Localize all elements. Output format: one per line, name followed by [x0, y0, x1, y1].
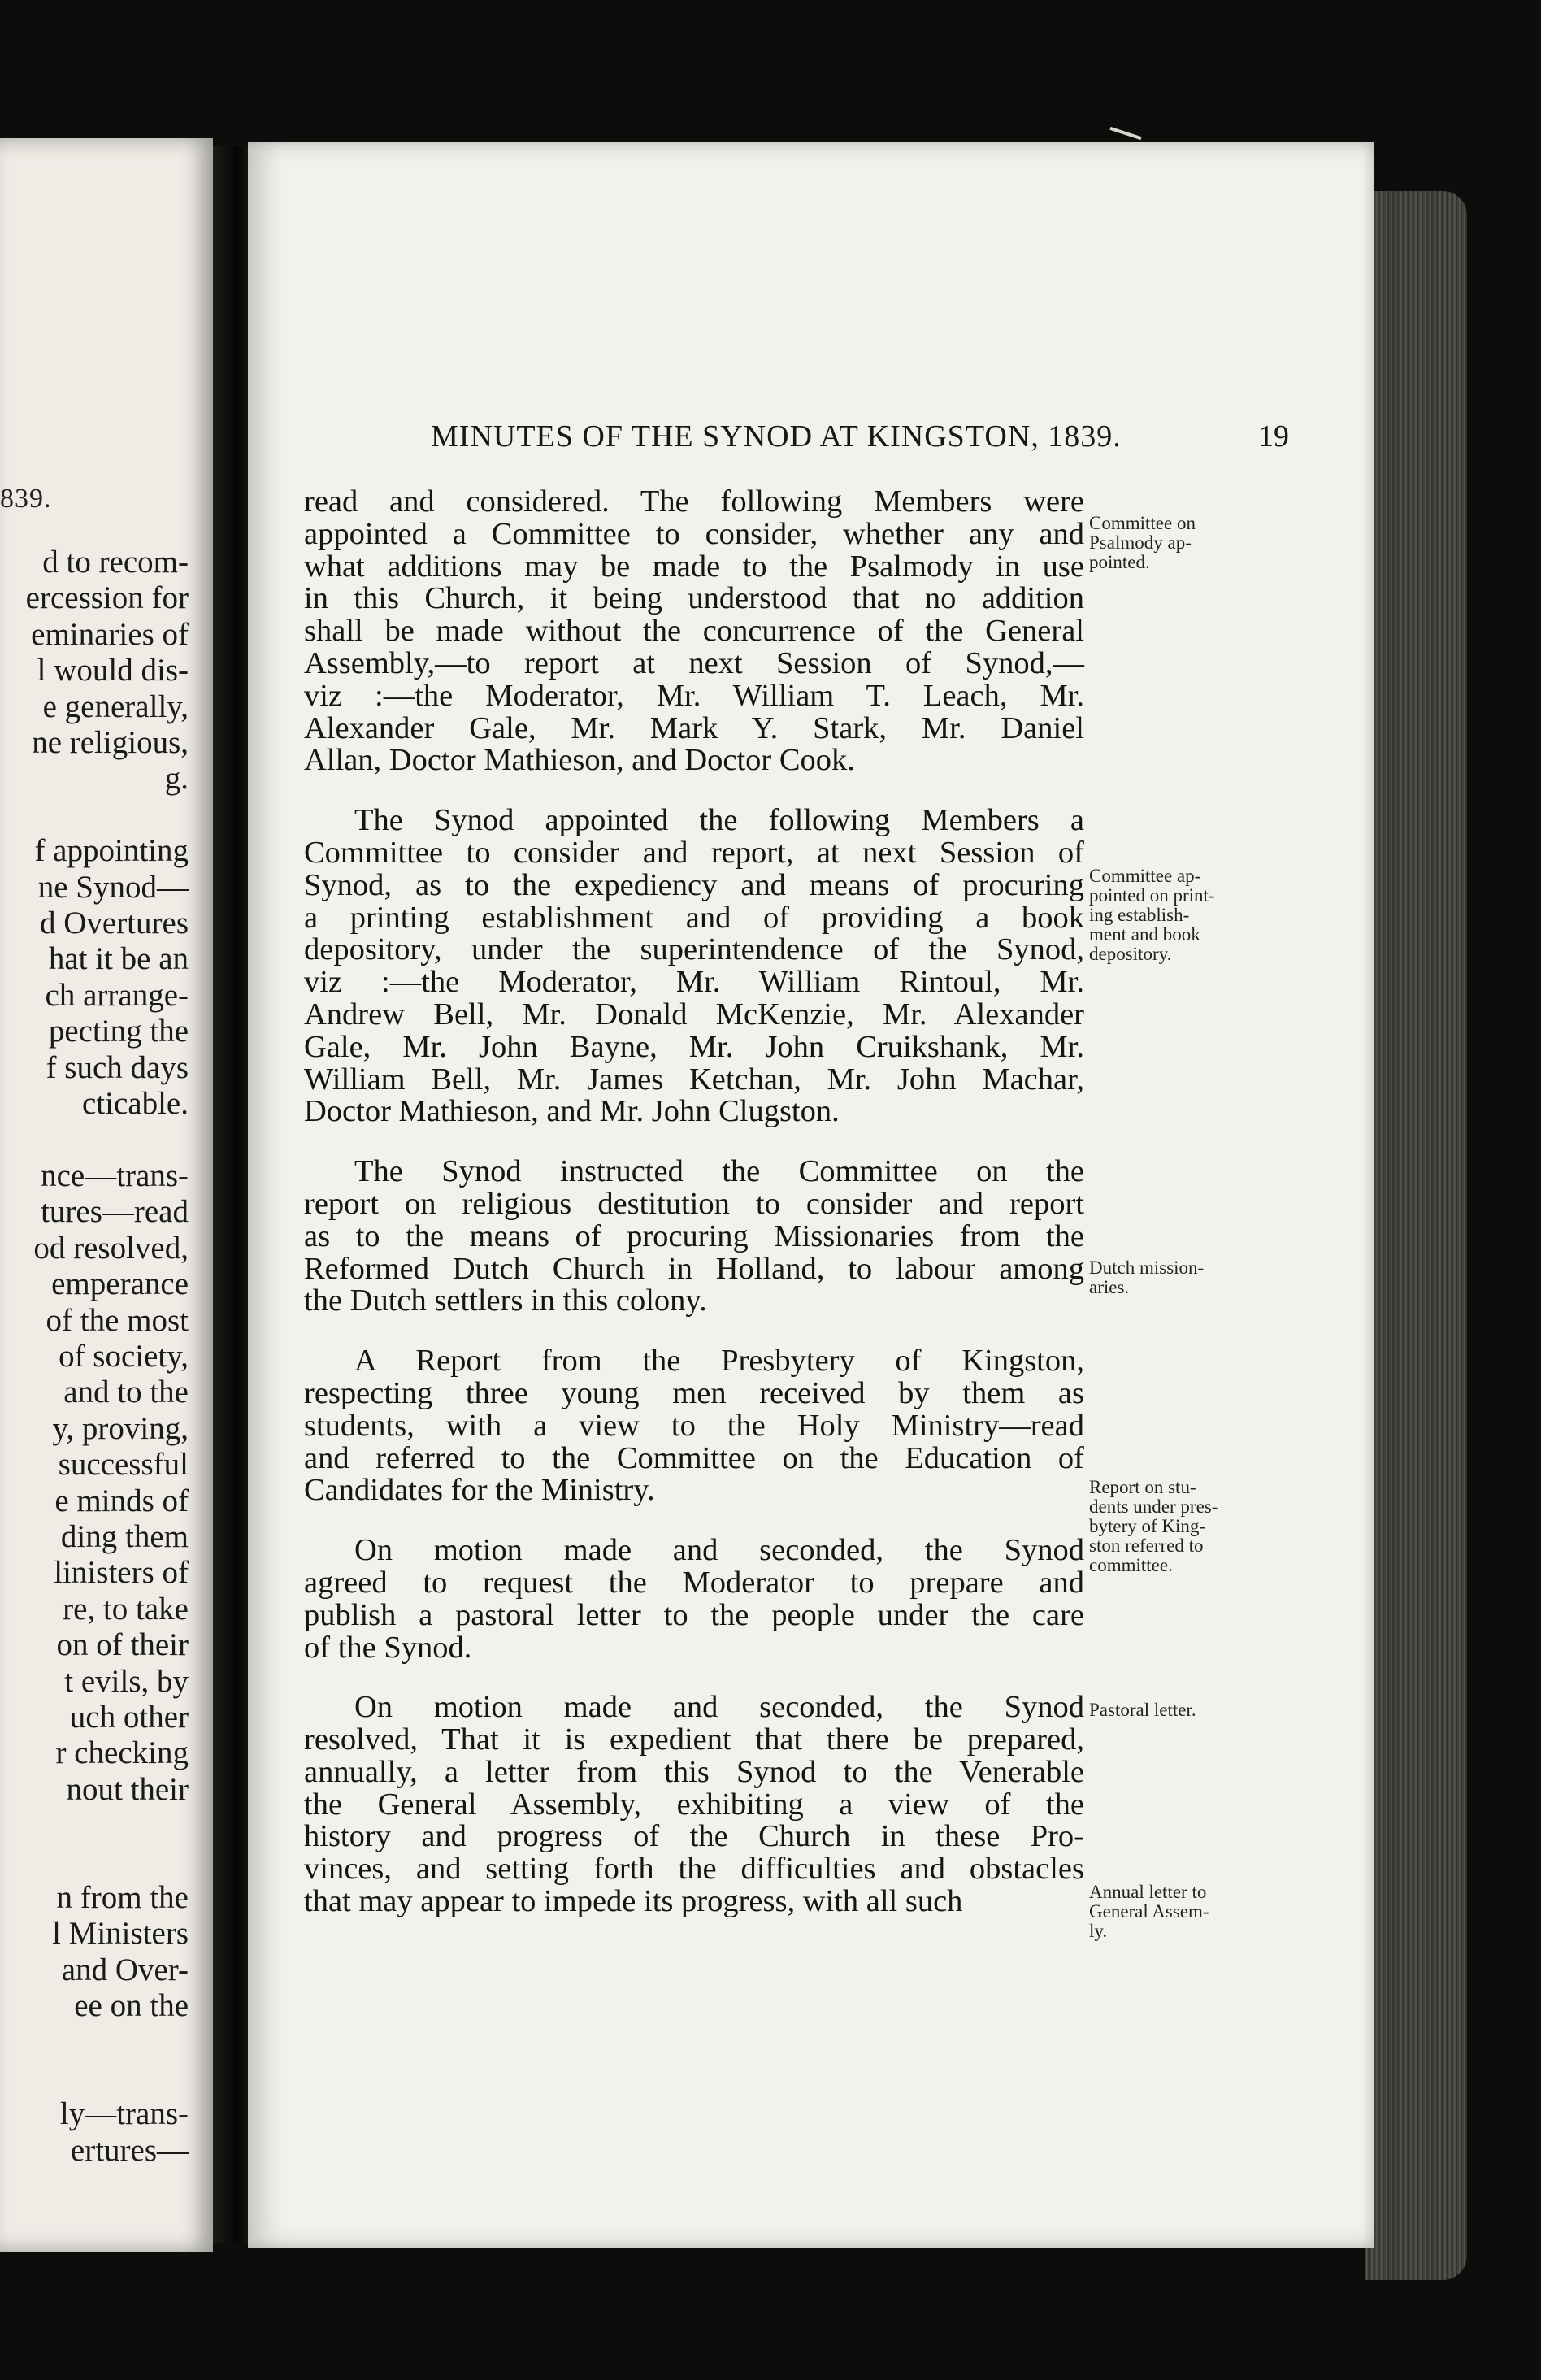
text-line: viz :—the Moderator, Mr. William Rintoul, Mr.: [304, 965, 1084, 1000]
left-page-line: f such days: [46, 1049, 189, 1085]
left-page-line: [0, 1844, 189, 1880]
left-page-line: ne religious,: [32, 725, 189, 761]
left-page-line: [0, 1123, 189, 1158]
running-header: MINUTES OF THE SYNOD AT KINGSTON, 1839.: [431, 419, 1122, 454]
left-page-line: od resolved,: [33, 1230, 189, 1266]
left-page-line: f appointing: [34, 833, 189, 869]
text-line: depository, under the superintendence of the Synod,: [304, 932, 1084, 967]
paragraph: [304, 805, 1084, 1128]
left-facing-page: [0, 138, 213, 2252]
left-page-line: and to the: [63, 1375, 189, 1410]
margin-note-line: Psalmody ap-: [1089, 532, 1192, 553]
text-line: Candidates for the Ministry.: [304, 1473, 655, 1508]
margin-note-line: Report on stu-: [1089, 1477, 1196, 1497]
left-page-line: successful: [58, 1447, 189, 1483]
text-line: Committee to consider and report, at next Session of: [304, 835, 1084, 870]
text-line: and referred to the Committee on the Education of: [304, 1440, 1084, 1475]
left-page-line: ch arrange-: [45, 977, 189, 1013]
left-page-line: e generally,: [42, 688, 189, 724]
text-line: Doctor Mathieson, and Mr. John Clugston.: [304, 1094, 840, 1129]
left-page-line: y, proving,: [52, 1410, 189, 1446]
left-page-line: [0, 2061, 189, 2096]
left-page-line: ding them: [60, 1518, 189, 1554]
margin-note-line: Pastoral letter.: [1089, 1700, 1196, 1720]
text-line: shall be made without the concurrence of the General: [304, 614, 1084, 649]
left-page-line: uch other: [69, 1700, 189, 1735]
margin-note-line: dents under pres-: [1089, 1496, 1218, 1517]
paragraph: [304, 1692, 1084, 1918]
text-line: On motion made and seconded, the Synod: [354, 1533, 1084, 1568]
left-page-line: and Over-: [61, 1952, 189, 1987]
text-line: Reformed Dutch Church in Holland, to labour among: [304, 1251, 1084, 1286]
body-text: [304, 486, 1084, 1946]
margin-note: [1089, 514, 1276, 572]
left-page-line: nce—trans-: [41, 1157, 189, 1193]
left-page-line: pecting the: [48, 1014, 189, 1049]
text-line: A Report from the Presbytery of Kingston,: [354, 1344, 1084, 1379]
left-page-line: l Ministers: [52, 1916, 189, 1952]
paragraph: [304, 1535, 1084, 1664]
text-line: Synod, as to the expediency and means of procuring: [304, 867, 1084, 902]
text-line: On motion made and seconded, the Synod: [354, 1690, 1084, 1725]
text-line: vinces, and setting forth the difficulties and obstacles: [304, 1852, 1084, 1887]
margin-note-line: bytery of King-: [1089, 1516, 1206, 1536]
text-line: publish a pastoral letter to the people under the care: [304, 1597, 1084, 1632]
margin-note-line: Dutch mission-: [1089, 1257, 1205, 1278]
text-line: the Dutch settlers in this colony.: [304, 1283, 707, 1318]
text-line: The Synod appointed the following Members a: [354, 803, 1084, 838]
left-page-line: [0, 797, 189, 833]
left-page-line: cticable.: [82, 1086, 189, 1122]
margin-note-line: pointed.: [1089, 552, 1150, 572]
page-number: 19: [1258, 419, 1289, 454]
text-line: Allan, Doctor Mathieson, and Doctor Cook.: [304, 743, 855, 778]
text-line: Assembly,—to report at next Session of Synod,—: [304, 645, 1084, 680]
text-line: as to the means of procuring Missionaries from the: [304, 1218, 1084, 1253]
margin-note-line: General Assem-: [1089, 1901, 1209, 1922]
left-page-line: on of their: [56, 1627, 189, 1663]
text-line: the General Assembly, exhibiting a view of the: [304, 1787, 1084, 1822]
margin-note: [1089, 1700, 1276, 1720]
margin-note: [1089, 1258, 1276, 1297]
left-page-line: ne Synod—: [37, 869, 189, 905]
left-page-line: ly—trans-: [59, 2096, 189, 2132]
left-page-line: tures—read: [41, 1194, 189, 1230]
left-page-line: emperance: [51, 1266, 189, 1302]
text-line: history and progress of the Church in these Pro-: [304, 1819, 1084, 1854]
left-page-line: [0, 2025, 189, 2061]
margin-note-line: Annual letter to: [1089, 1882, 1207, 1902]
text-line: that may appear to impede its progress, with all such: [304, 1884, 963, 1919]
paragraph: [304, 1345, 1084, 1507]
left-page-line: e minds of: [54, 1483, 189, 1518]
text-line: Alexander Gale, Mr. Mark Y. Stark, Mr. Daniel: [304, 710, 1084, 745]
left-page-line: [0, 1808, 189, 1844]
left-page-line: d Overtures: [39, 906, 189, 941]
left-page-line: linisters of: [54, 1555, 189, 1591]
text-line: of the Synod.: [304, 1630, 472, 1665]
text-line: in this Church, it being understood that no addition: [304, 581, 1084, 616]
text-line: William Bell, Mr. James Ketchan, Mr. John Machar,: [304, 1062, 1084, 1097]
text-line: a printing establishment and of providing a book: [304, 900, 1084, 935]
text-line: agreed to request the Moderator to prepare and: [304, 1565, 1084, 1600]
margin-note: [1089, 866, 1276, 964]
text-line: The Synod instructed the Committee on the: [354, 1154, 1084, 1189]
left-page-text: [0, 545, 189, 2169]
margin-note: [1089, 1883, 1276, 1941]
text-line: students, with a view to the Holy Ministry—read: [304, 1408, 1084, 1443]
left-page-line: l would dis-: [37, 653, 189, 688]
margin-note-line: Committee on: [1089, 513, 1196, 533]
text-line: report on religious destitution to consider and report: [304, 1186, 1084, 1221]
paragraph: [304, 486, 1084, 777]
text-line: read and considered. The following Members were: [304, 484, 1084, 519]
text-line: Gale, Mr. John Bayne, Mr. John Cruikshank, Mr.: [304, 1029, 1084, 1064]
scratch-mark: [1109, 127, 1141, 140]
margin-note-line: ing establish-: [1089, 905, 1190, 925]
margin-note: [1089, 1478, 1276, 1575]
left-page-line: d to recom-: [42, 545, 189, 580]
margin-note-line: ment and book: [1089, 924, 1200, 945]
left-page-line: nout their: [66, 1771, 189, 1807]
text-line: resolved, That it is expedient that there be prepared,: [304, 1722, 1084, 1757]
left-page-line: ertures—: [70, 2132, 189, 2168]
margin-note-line: Committee ap-: [1089, 866, 1201, 886]
text-line: appointed a Committee to consider, whether any and: [304, 516, 1084, 551]
left-page-line: r checking: [55, 1735, 189, 1771]
left-page-line: t evils, by: [64, 1663, 189, 1699]
text-line: respecting three young men received by them as: [304, 1375, 1084, 1410]
page-edges: [1365, 191, 1467, 2280]
book-gutter: [213, 146, 252, 2243]
left-page-year: 839.: [0, 484, 52, 514]
left-page-line: g.: [164, 761, 189, 797]
margin-note-line: aries.: [1089, 1277, 1130, 1297]
text-line: annually, a letter from this Synod to the Venerable: [304, 1754, 1084, 1789]
left-page-line: of the most: [46, 1302, 189, 1338]
left-page-line: n from the: [56, 1880, 189, 1916]
paragraph: [304, 1156, 1084, 1318]
left-page-line: eminaries of: [31, 616, 189, 652]
margin-note-line: depository.: [1089, 944, 1172, 964]
text-line: viz :—the Moderator, Mr. William T. Leach, Mr.: [304, 678, 1084, 713]
left-page-line: ee on the: [74, 1988, 189, 2024]
text-line: Andrew Bell, Mr. Donald McKenzie, Mr. Alexander: [304, 997, 1084, 1031]
margin-note-line: pointed on print-: [1089, 885, 1215, 906]
left-page-line: hat it be an: [48, 941, 189, 977]
left-page-line: of society,: [59, 1338, 189, 1374]
margin-note-line: ston referred to: [1089, 1535, 1204, 1556]
margin-note-line: committee.: [1089, 1555, 1173, 1575]
left-page-line: ercession for: [25, 580, 189, 616]
margin-note-line: ly.: [1089, 1921, 1108, 1941]
text-line: what additions may be made to the Psalmody in use: [304, 549, 1084, 584]
left-page-line: re, to take: [63, 1591, 189, 1626]
